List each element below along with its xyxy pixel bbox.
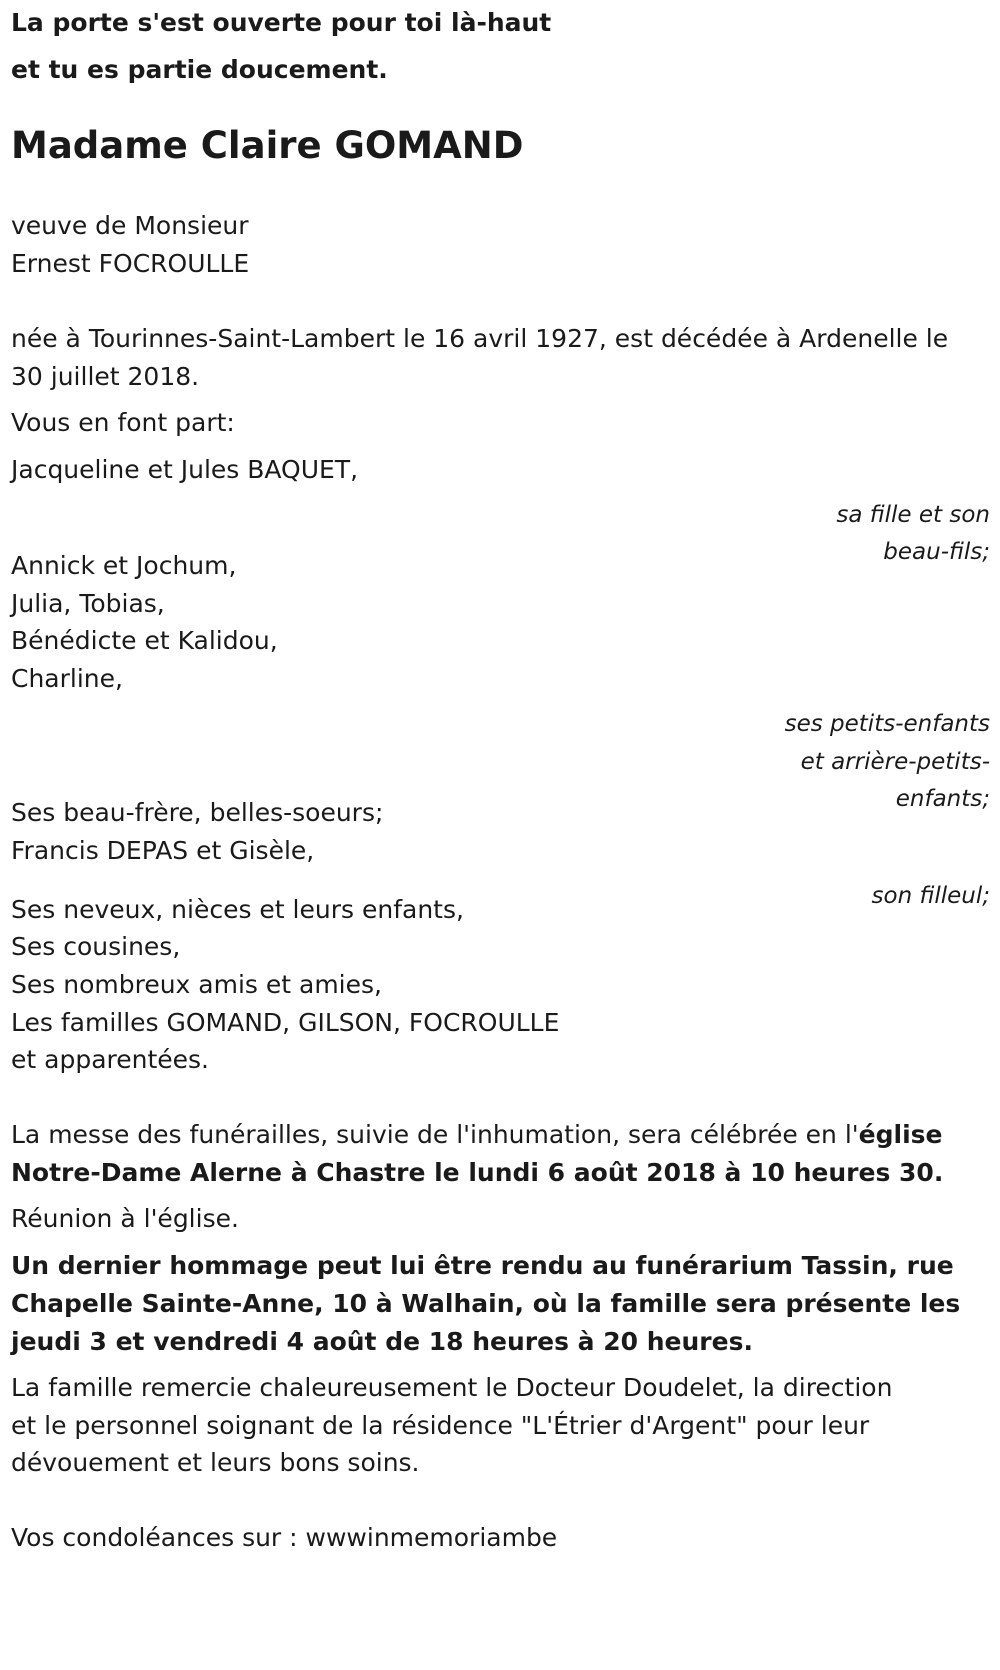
spouse-line-2: Ernest FOCROULLE (11, 249, 250, 278)
condolences-text: Vos condoléances sur : wwwinmemoriambe (11, 1523, 558, 1552)
grandchildren-role-1: ses petits-enfants (784, 711, 990, 737)
announce-text: Vous en font part: (11, 408, 235, 437)
children-names: Jacqueline et Jules BAQUET, (11, 455, 359, 484)
other-relatives-line: Ses cousines, (11, 932, 181, 961)
other-relatives-line: Ses nombreux amis et amies, (11, 970, 382, 999)
grandchild-line: Charline, (11, 664, 123, 693)
mass-line-1-bold: église (858, 1120, 943, 1149)
inlaws-line: Ses beau-frère, belles-soeurs; (11, 798, 384, 827)
thanks-line-1: La famille remercie chaleureusement le Docteur Doudelet, la direction (11, 1373, 893, 1402)
mass-line-1-text: La messe des funérailles, suivie de l'inhumation, sera célébrée en l' (11, 1120, 859, 1149)
thanks-line-2: et le personnel soignant de la résidence "L'Étrier d'Argent" pour leur (11, 1411, 870, 1440)
spouse-line-1: veuve de Monsieur (11, 211, 249, 240)
mass-line-2: Notre-Dame Alerne à Chastre le lundi 6 août 2018 à 10 heures 30. (11, 1158, 944, 1187)
other-relatives-line: Les familles GOMAND, GILSON, FOCROULLE (11, 1008, 560, 1037)
birth-line-2: 30 juillet 2018. (11, 362, 200, 391)
godson-names: Francis DEPAS et Gisèle, (11, 836, 315, 865)
other-relatives-line: et apparentées. (11, 1045, 209, 1074)
tribute-line-1: Un dernier hommage peut lui être rendu au funérarium Tassin, rue (11, 1251, 954, 1280)
thanks-line-3: dévouement et leurs bons soins. (11, 1448, 420, 1477)
grandchild-line: Julia, Tobias, (11, 589, 165, 618)
godson-role: son filleul; (871, 883, 990, 909)
grandchild-line: Bénédicte et Kalidou, (11, 626, 278, 655)
children-role-2: beau-fils; (883, 539, 990, 565)
grandchildren-role-2: et arrière-petits- (800, 749, 990, 775)
tribute-line-2: Chapelle Sainte-Anne, 10 à Walhain, où la famille sera présente les (11, 1289, 961, 1318)
mass-line-1 (11, 1120, 943, 1149)
deceased-name: Madame Claire GOMAND (11, 124, 524, 167)
grandchild-line: Annick et Jochum, (11, 551, 237, 580)
children-role-1: sa fille et son (836, 502, 990, 528)
grandchildren-role-3: enfants; (895, 786, 990, 812)
meeting-text: Réunion à l'église. (11, 1204, 239, 1233)
poem-line-2: et tu es partie doucement. (11, 55, 388, 84)
birth-line-1: née à Tourinnes-Saint-Lambert le 16 avril 1927, est décédée à Ardenelle le (11, 324, 949, 353)
poem-line-1: La porte s'est ouverte pour toi là-haut (11, 8, 552, 37)
tribute-line-3: jeudi 3 et vendredi 4 août de 18 heures à 20 heures. (11, 1327, 753, 1356)
other-relatives-line: Ses neveux, nièces et leurs enfants, (11, 895, 464, 924)
